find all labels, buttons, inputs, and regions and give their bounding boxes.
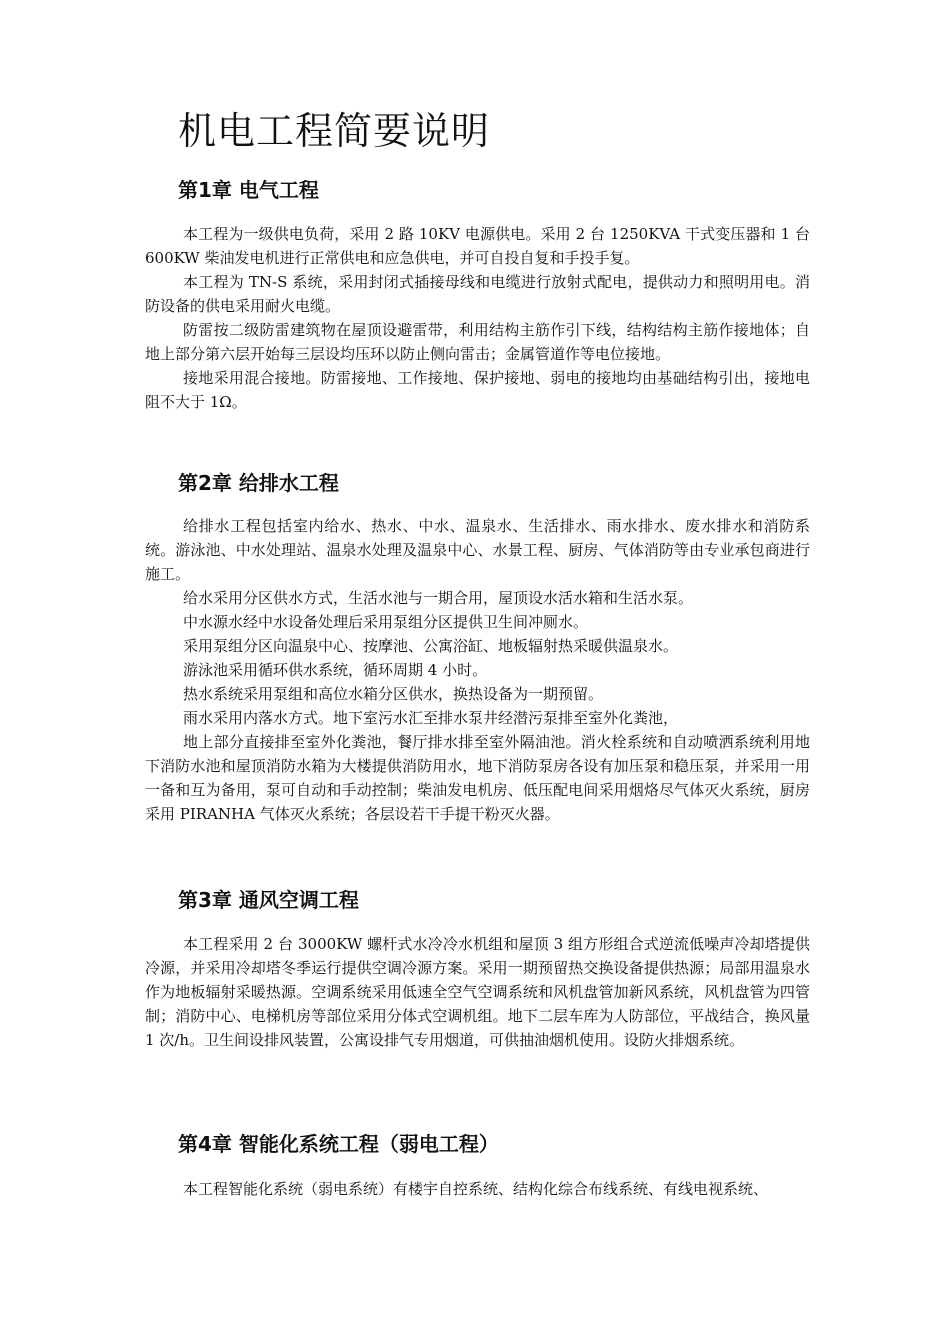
paragraph: 游泳池采用循环供水系统，循环周期 4 小时。 xyxy=(183,661,488,679)
paragraph: 中水源水经中水设备处理后采用泵组分区提供卫生间冲厕水。 xyxy=(183,613,589,631)
paragraph: 地上部分直接排至室外化粪池，餐厅排水排至室外隔油池。消火栓系统和自动喷洒系统利用地下消防水池和屋顶消防水箱为大楼提供消防用水，地下消防泵房各设有加压泵和稳压泵，并采用一用一备和互为备用，泵可自动和手动控制；柴油发电机房、低压配电间采用烟烙尽气体灭火系统，厨房采用 PIRANHA 气体灭火系统；各层设若干手提干粉灭火器。 xyxy=(145,733,810,823)
paragraph: 雨水采用内落水方式。地下室污水汇至排水泵井经潜污泵排至室外化粪池， xyxy=(183,709,679,727)
paragraph: 给排水工程包括室内给水、热水、中水、温泉水、生活排水、雨水排水、废水排水和消防系统。游泳池、中水处理站、温泉水处理及温泉中心、水景工程、厨房、气体消防等由专业承包商进行施工。 xyxy=(145,517,810,583)
chapter-3-heading: 第3章 通风空调工程 xyxy=(178,888,359,912)
paragraph: 采用泵组分区向温泉中心、按摩池、公寓浴缸、地板辐射热采暖供温泉水。 xyxy=(183,637,679,655)
paragraph: 接地采用混合接地。防雷接地、工作接地、保护接地、弱电的接地均由基础结构引出，接地电阻不大于 1Ω。 xyxy=(145,369,810,411)
paragraph: 本工程采用 2 台 3000KW 螺杆式水冷冷水机组和屋顶 3 组方形组合式逆流低噪声冷却塔提供冷源，并采用冷却塔冬季运行提供空调冷源方案。采用一期预留热交换设备提供热源；局部用温泉水作为地板辐射采暖热源。空调系统采用低速全空气空调系统和风机盘管加新风系统，风机盘管为四管制；消防中心、电梯机房等部位采用分体式空调机组。地下二层车库为人防部位，平战结合，换风量 1 次/h。卫生间设排风装置，公寓设排气专用烟道，可供抽油烟机使用。设防火排烟系统。 xyxy=(145,935,810,1049)
paragraph: 给水采用分区供水方式，生活水池与一期合用，屋顶设水活水箱和生活水泵。 xyxy=(183,589,694,607)
paragraph: 热水系统采用泵组和高位水箱分区供水，换热设备为一期预留。 xyxy=(183,685,604,703)
chapter-1-heading: 第1章 电气工程 xyxy=(178,178,319,202)
chapter-4-heading: 第4章 智能化系统工程（弱电工程） xyxy=(178,1132,499,1156)
paragraph: 本工程智能化系统（弱电系统）有楼宇自控系统、结构化综合布线系统、有线电视系统、 xyxy=(183,1180,769,1198)
document-title: 机电工程简要说明 xyxy=(178,109,491,153)
chapter-1-body xyxy=(145,222,810,414)
chapter-2-body xyxy=(145,514,810,826)
chapter-3-body xyxy=(145,932,810,1052)
paragraph: 本工程为一级供电负荷，采用 2 路 10KV 电源供电。采用 2 台 1250KVA 干式变压器和 1 台 600KW 柴油发电机进行正常供电和应急供电，并可自投自复和手投手复。 xyxy=(145,225,810,267)
chapter-4-body xyxy=(145,1177,810,1201)
chapter-2-heading: 第2章 给排水工程 xyxy=(178,471,339,495)
paragraph: 防雷按二级防雷建筑物在屋顶设避雷带，利用结构主筋作引下线，结构结构主筋作接地体；自地上部分第六层开始每三层设均压环以防止侧向雷击；金属管道作等电位接地。 xyxy=(145,321,810,363)
paragraph: 本工程为 TN-S 系统，采用封闭式插接母线和电缆进行放射式配电，提供动力和照明用电。消防设备的供电采用耐火电缆。 xyxy=(145,273,810,315)
